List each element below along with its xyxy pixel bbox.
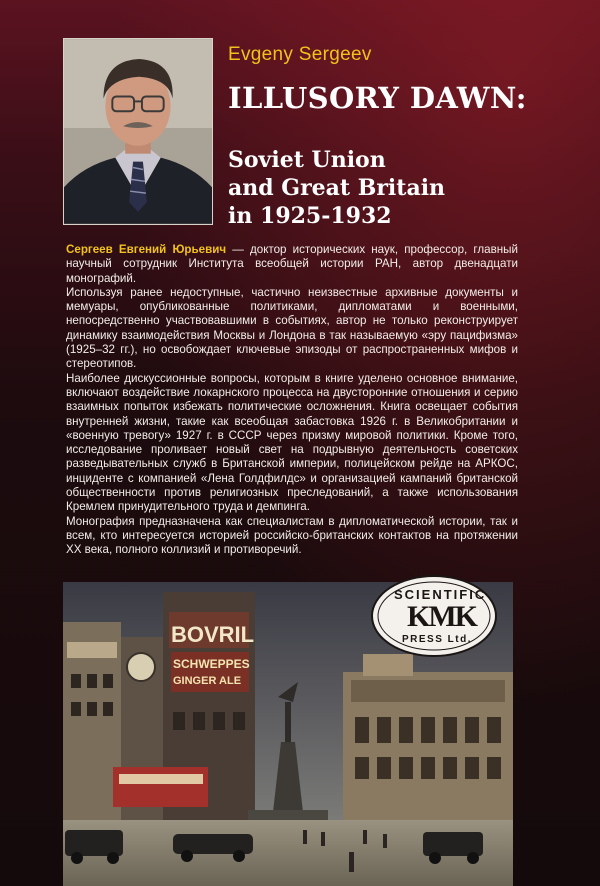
author-portrait-icon [64, 39, 212, 224]
subtitle-line: in 1925-1932 [228, 203, 392, 229]
annotation-paragraph: Монография предназначена как специалистам в дипломатической истории, так и всем, кто интересуется историей российско-британских контактов на протяжении XX века, полного коллизий и противоречий. [66, 514, 518, 557]
publisher-name-top: SCIENTIFIC [394, 587, 487, 602]
author-bio-paragraph [66, 243, 518, 286]
publisher-logo: KMK [407, 600, 476, 633]
annotation-paragraph: Используя ранее недоступные, частично неизвестные архивные документы и мемуары, опубликованные политиками, дипломатами и военными, непосредственно участвовавшими в событиях, автор не только реконструирует динамику взаимодействия Москвы и Лондона в так называемую «эру пацифизма» (1925–32 гг.), но освобождает ключевые эпизоды от распространенных мифов и стереотипов. [66, 285, 518, 371]
subtitle-line: and Great Britain [228, 175, 446, 201]
advertising-sign [171, 622, 254, 647]
sign-text: GINGER ALE [173, 675, 242, 687]
author-portrait-photo [63, 38, 213, 225]
publisher-name-bottom: PRESS Ltd. [402, 634, 473, 645]
publisher-seal [369, 573, 499, 659]
subtitle-line: Soviet Union [228, 147, 386, 173]
sign-text: SCHWEPPES [173, 657, 250, 671]
sign-text: BOVRIL [171, 622, 255, 647]
book-subtitle [228, 146, 528, 230]
annotation-text [66, 243, 518, 558]
author-bio: — доктор исторических наук, профессор, главный научный сотрудник Института всеобщей истории РАН, автор двенадцати монографий. [66, 243, 518, 285]
author-full-name: Сергеев Евгений Юрьевич [66, 243, 227, 256]
annotation-paragraph: Наиболее дискуссионные вопросы, которым в книге уделено основное внимание, включают воздействие локарнского процесса на двусторонние отношения и серию взаимных попыток избежать политические осложнения. Книга освещает события внутренней жизни, такие как всеобщая забастовка 1926 г. в Великобритании и «военную тревогу» 1927 г. в СССР через призму мировой политики. Кроме того, исследование проливает новый свет на подрывную деятельность советских разведывательных служб в Британской империи, полицейском рейде на АРКОС, инциденте с компанией «Лена Голдфилдс» и организацией кампаний британской общественности против религиозных преследований, а также использования Кремлем принудительного труда и демпинга. [66, 371, 518, 514]
book-title: ILLUSORY DAWN: [228, 81, 527, 115]
author-name-heading: Evgeny Sergeev [228, 44, 372, 65]
